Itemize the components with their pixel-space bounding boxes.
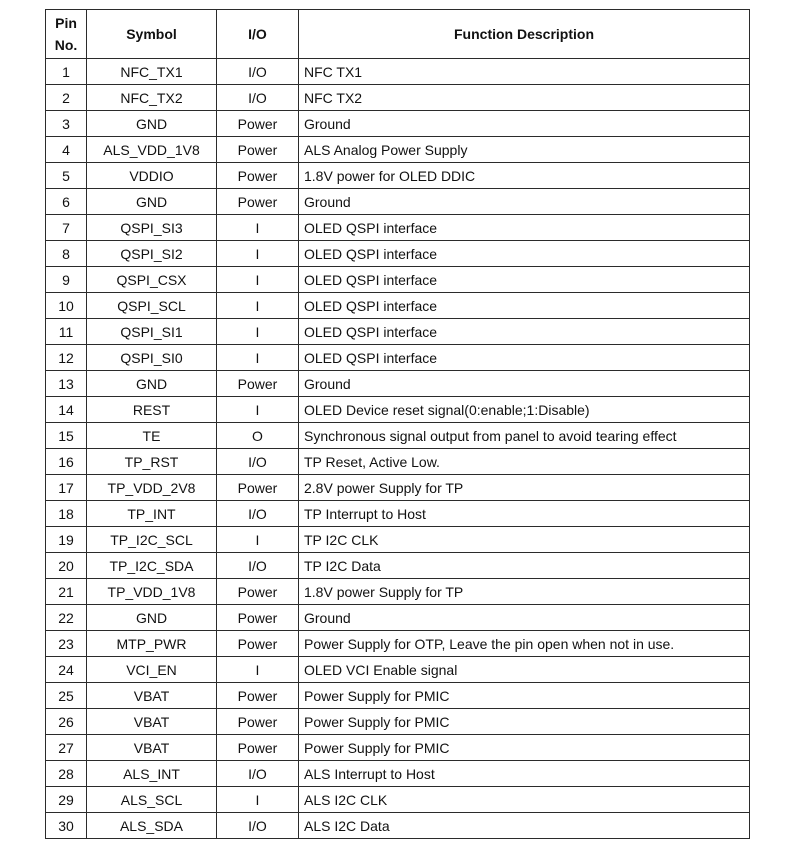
function-description-cell: OLED QSPI interface xyxy=(299,241,750,267)
pin-number-cell: 22 xyxy=(46,605,87,631)
table-row xyxy=(46,267,750,293)
io-type-cell: I xyxy=(217,527,299,553)
table-row xyxy=(46,189,750,215)
io-type-cell: I xyxy=(217,293,299,319)
symbol-cell: TP_VDD_2V8 xyxy=(87,475,217,501)
pin-number-cell: 30 xyxy=(46,813,87,839)
table-row xyxy=(46,657,750,683)
function-description-cell: Power Supply for PMIC xyxy=(299,735,750,761)
symbol-cell: MTP_PWR xyxy=(87,631,217,657)
function-description-cell: OLED QSPI interface xyxy=(299,215,750,241)
io-type-cell: I xyxy=(217,345,299,371)
symbol-cell: NFC_TX2 xyxy=(87,85,217,111)
table-row xyxy=(46,85,750,111)
table-row xyxy=(46,241,750,267)
header-function-description: Function Description xyxy=(299,10,750,59)
table-row xyxy=(46,631,750,657)
symbol-cell: QSPI_SI1 xyxy=(87,319,217,345)
function-description-cell: TP Interrupt to Host xyxy=(299,501,750,527)
symbol-cell: QSPI_SI2 xyxy=(87,241,217,267)
symbol-cell: QSPI_CSX xyxy=(87,267,217,293)
symbol-cell: REST xyxy=(87,397,217,423)
function-description-cell: Power Supply for OTP, Leave the pin open when not in use. xyxy=(299,631,750,657)
header-pin-no xyxy=(46,10,87,59)
header-symbol: Symbol xyxy=(87,10,217,59)
function-description-cell: OLED QSPI interface xyxy=(299,267,750,293)
table-row xyxy=(46,215,750,241)
function-description-cell: 1.8V power Supply for TP xyxy=(299,579,750,605)
pin-number-cell: 18 xyxy=(46,501,87,527)
function-description-cell: Ground xyxy=(299,189,750,215)
symbol-cell: TP_INT xyxy=(87,501,217,527)
io-type-cell: Power xyxy=(217,709,299,735)
table-row xyxy=(46,475,750,501)
pin-number-cell: 25 xyxy=(46,683,87,709)
function-description-cell: 2.8V power Supply for TP xyxy=(299,475,750,501)
symbol-cell: TE xyxy=(87,423,217,449)
pin-number-cell: 1 xyxy=(46,59,87,85)
pin-number-cell: 29 xyxy=(46,787,87,813)
io-type-cell: Power xyxy=(217,475,299,501)
pin-number-cell: 21 xyxy=(46,579,87,605)
header-row xyxy=(46,10,750,59)
pin-number-cell: 14 xyxy=(46,397,87,423)
io-type-cell: I xyxy=(217,241,299,267)
function-description-cell: TP I2C CLK xyxy=(299,527,750,553)
pin-number-cell: 3 xyxy=(46,111,87,137)
symbol-cell: QSPI_SI0 xyxy=(87,345,217,371)
symbol-cell: QSPI_SI3 xyxy=(87,215,217,241)
pin-number-cell: 19 xyxy=(46,527,87,553)
header-io: I/O xyxy=(217,10,299,59)
table-row xyxy=(46,553,750,579)
function-description-cell: NFC TX1 xyxy=(299,59,750,85)
pin-definition-table xyxy=(45,9,750,839)
io-type-cell: O xyxy=(217,423,299,449)
header-pin-line1: Pin xyxy=(55,15,77,31)
function-description-cell: ALS I2C CLK xyxy=(299,787,750,813)
pin-number-cell: 27 xyxy=(46,735,87,761)
symbol-cell: ALS_INT xyxy=(87,761,217,787)
function-description-cell: ALS Analog Power Supply xyxy=(299,137,750,163)
pin-number-cell: 24 xyxy=(46,657,87,683)
io-type-cell: I xyxy=(217,787,299,813)
function-description-cell: Power Supply for PMIC xyxy=(299,709,750,735)
io-type-cell: I/O xyxy=(217,553,299,579)
table-row xyxy=(46,59,750,85)
io-type-cell: Power xyxy=(217,631,299,657)
function-description-cell: ALS I2C Data xyxy=(299,813,750,839)
symbol-cell: ALS_VDD_1V8 xyxy=(87,137,217,163)
pin-number-cell: 9 xyxy=(46,267,87,293)
pin-number-cell: 4 xyxy=(46,137,87,163)
table-row xyxy=(46,787,750,813)
pin-number-cell: 6 xyxy=(46,189,87,215)
io-type-cell: Power xyxy=(217,579,299,605)
io-type-cell: Power xyxy=(217,163,299,189)
pin-number-cell: 23 xyxy=(46,631,87,657)
function-description-cell: NFC TX2 xyxy=(299,85,750,111)
table-header xyxy=(46,10,750,59)
function-description-cell: Ground xyxy=(299,111,750,137)
pin-number-cell: 28 xyxy=(46,761,87,787)
table-row xyxy=(46,319,750,345)
symbol-cell: GND xyxy=(87,189,217,215)
io-type-cell: I/O xyxy=(217,761,299,787)
symbol-cell: GND xyxy=(87,371,217,397)
symbol-cell: NFC_TX1 xyxy=(87,59,217,85)
function-description-cell: ALS Interrupt to Host xyxy=(299,761,750,787)
symbol-cell: VCI_EN xyxy=(87,657,217,683)
io-type-cell: Power xyxy=(217,683,299,709)
io-type-cell: I xyxy=(217,397,299,423)
function-description-cell: OLED QSPI interface xyxy=(299,293,750,319)
io-type-cell: Power xyxy=(217,371,299,397)
function-description-cell: TP I2C Data xyxy=(299,553,750,579)
symbol-cell: VBAT xyxy=(87,683,217,709)
io-type-cell: Power xyxy=(217,137,299,163)
table-row xyxy=(46,683,750,709)
pin-number-cell: 26 xyxy=(46,709,87,735)
function-description-cell: OLED QSPI interface xyxy=(299,319,750,345)
pin-number-cell: 15 xyxy=(46,423,87,449)
table-row xyxy=(46,397,750,423)
function-description-cell: Ground xyxy=(299,605,750,631)
table-row xyxy=(46,371,750,397)
table-row xyxy=(46,137,750,163)
io-type-cell: I/O xyxy=(217,813,299,839)
io-type-cell: I xyxy=(217,215,299,241)
pin-number-cell: 11 xyxy=(46,319,87,345)
table-row xyxy=(46,605,750,631)
function-description-cell: OLED QSPI interface xyxy=(299,345,750,371)
table-row xyxy=(46,423,750,449)
table-row xyxy=(46,709,750,735)
function-description-cell: OLED VCI Enable signal xyxy=(299,657,750,683)
function-description-cell: Power Supply for PMIC xyxy=(299,683,750,709)
symbol-cell: ALS_SCL xyxy=(87,787,217,813)
symbol-cell: VBAT xyxy=(87,709,217,735)
pin-number-cell: 5 xyxy=(46,163,87,189)
table-row xyxy=(46,813,750,839)
function-description-cell: TP Reset, Active Low. xyxy=(299,449,750,475)
table-row xyxy=(46,735,750,761)
symbol-cell: TP_I2C_SCL xyxy=(87,527,217,553)
table-row xyxy=(46,527,750,553)
function-description-cell: 1.8V power for OLED DDIC xyxy=(299,163,750,189)
pin-number-cell: 8 xyxy=(46,241,87,267)
symbol-cell: QSPI_SCL xyxy=(87,293,217,319)
io-type-cell: I xyxy=(217,657,299,683)
io-type-cell: Power xyxy=(217,735,299,761)
table-row xyxy=(46,761,750,787)
io-type-cell: I/O xyxy=(217,85,299,111)
function-description-cell: Synchronous signal output from panel to avoid tearing effect xyxy=(299,423,750,449)
table-row xyxy=(46,449,750,475)
symbol-cell: ALS_SDA xyxy=(87,813,217,839)
table-row xyxy=(46,111,750,137)
io-type-cell: Power xyxy=(217,605,299,631)
table-row xyxy=(46,163,750,189)
io-type-cell: Power xyxy=(217,111,299,137)
io-type-cell: I/O xyxy=(217,449,299,475)
symbol-cell: TP_RST xyxy=(87,449,217,475)
symbol-cell: GND xyxy=(87,605,217,631)
table-row xyxy=(46,501,750,527)
pin-number-cell: 7 xyxy=(46,215,87,241)
function-description-cell: Ground xyxy=(299,371,750,397)
table-row xyxy=(46,579,750,605)
table-row xyxy=(46,345,750,371)
io-type-cell: I/O xyxy=(217,59,299,85)
pin-number-cell: 2 xyxy=(46,85,87,111)
symbol-cell: VDDIO xyxy=(87,163,217,189)
pin-number-cell: 16 xyxy=(46,449,87,475)
io-type-cell: I xyxy=(217,267,299,293)
pin-number-cell: 20 xyxy=(46,553,87,579)
symbol-cell: TP_VDD_1V8 xyxy=(87,579,217,605)
pin-number-cell: 13 xyxy=(46,371,87,397)
table-row xyxy=(46,293,750,319)
pin-number-cell: 17 xyxy=(46,475,87,501)
function-description-cell: OLED Device reset signal(0:enable;1:Disable) xyxy=(299,397,750,423)
io-type-cell: Power xyxy=(217,189,299,215)
header-pin-line2: No. xyxy=(54,37,78,53)
table-body xyxy=(46,59,750,839)
symbol-cell: TP_I2C_SDA xyxy=(87,553,217,579)
symbol-cell: GND xyxy=(87,111,217,137)
symbol-cell: VBAT xyxy=(87,735,217,761)
io-type-cell: I xyxy=(217,319,299,345)
pin-number-cell: 12 xyxy=(46,345,87,371)
io-type-cell: I/O xyxy=(217,501,299,527)
pin-number-cell: 10 xyxy=(46,293,87,319)
